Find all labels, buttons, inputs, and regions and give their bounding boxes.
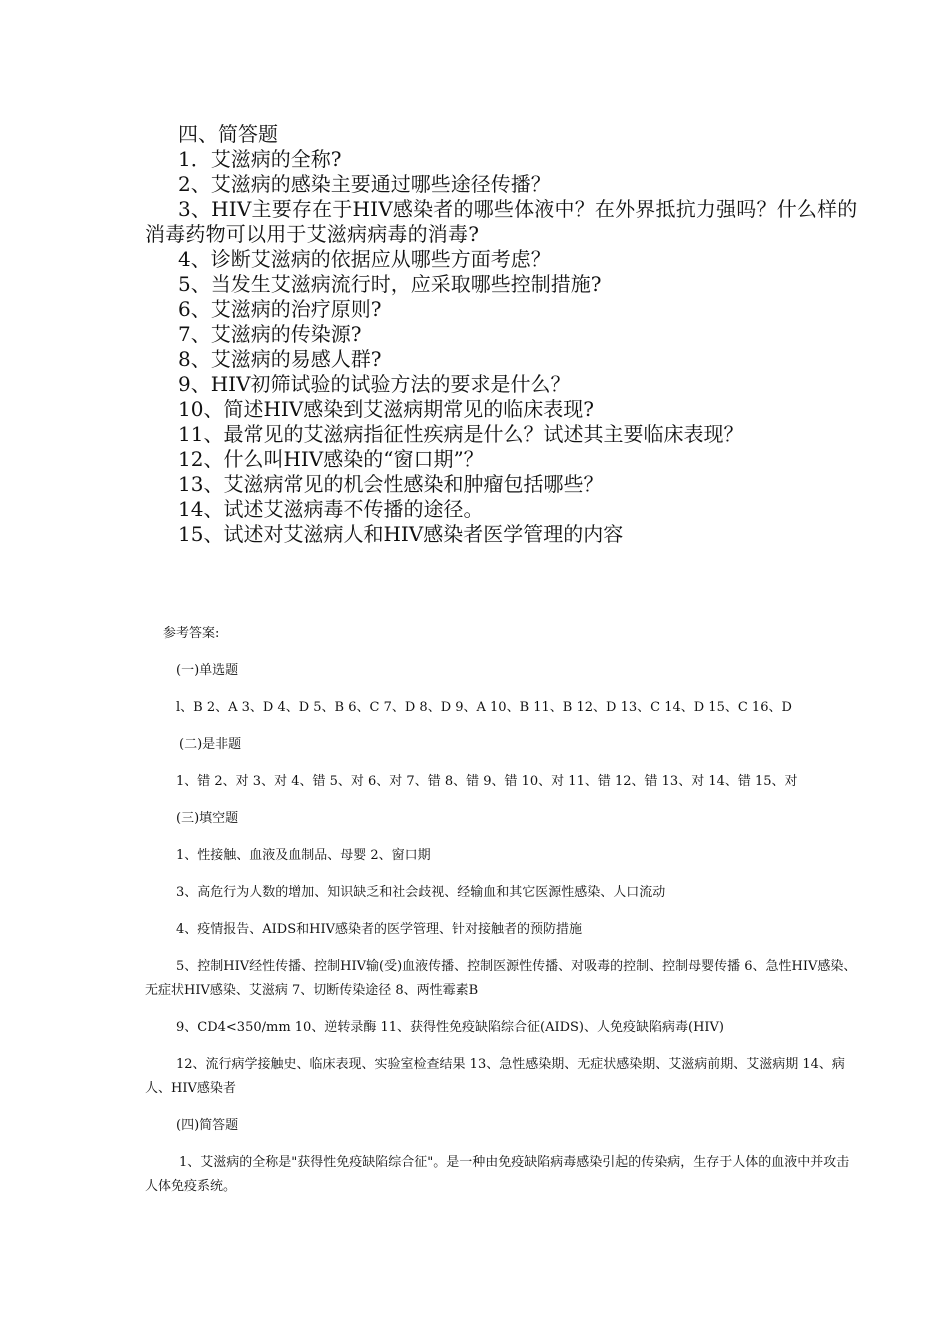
- fill-answer-5-8: 5、控制HIV经性传播、控制HIV输(受)血液传播、控制医源性传播、对吸毒的控制、控制母婴传播 6、急性HIV感染、无症状HIV感染、艾滋病 7、切断传染途径 8、两性霉素B: [145, 959, 857, 998]
- question-11: 11、最常见的艾滋病指征性疾病是什么？试述其主要临床表现？: [178, 422, 744, 446]
- question-13: 13、艾滋病常见的机会性感染和肿瘤包括哪些？: [178, 472, 604, 496]
- questions-heading: 四、简答题: [178, 122, 278, 146]
- reference-answers: [145, 622, 861, 1212]
- question-3: 3、HIV主要存在于HIV感染者的哪些体液中？在外界抵抗力强吗？什么样的消毒药物可以用于艾滋病病毒的消毒?: [145, 197, 858, 246]
- question-9: 9、HIV初筛试验的试验方法的要求是什么？: [178, 372, 571, 396]
- question-2: 2、艾滋病的感染主要通过哪些途径传播？: [178, 172, 551, 196]
- short-answer-heading: (四)简答题: [176, 1118, 239, 1133]
- fill-answer-4: 4、疫情报告、AIDS和HIV感染者的医学管理、针对接触者的预防措施: [176, 922, 582, 937]
- true-false-heading: (二)是非题: [179, 737, 242, 752]
- question-7: 7、艾滋病的传染源?: [178, 322, 362, 346]
- answers-title: 参考答案:: [163, 626, 220, 641]
- question-1: 1．艾滋病的全称?: [178, 147, 342, 171]
- fill-answer-3: 3、高危行为人数的增加、知识缺乏和社会歧视、经输血和其它医源性感染、人口流动: [176, 885, 666, 900]
- question-15: 15、试述对艾滋病人和HIV感染者医学管理的内容: [178, 522, 624, 546]
- question-12: 12、什么叫HIV感染的“窗口期”？: [178, 447, 484, 471]
- short-answer-1: 1、艾滋病的全称是"获得性免疫缺陷综合征"。是一种由免疫缺陷病毒感染引起的传染病，生存于人体的血液中并攻击人体免疫系统。: [145, 1155, 850, 1194]
- question-10: 10、简述HIV感染到艾滋病期常见的临床表现?: [178, 397, 594, 421]
- question-4: 4、诊断艾滋病的依据应从哪些方面考虑？: [178, 247, 551, 271]
- fill-answer-1-2: 1、性接触、血液及血制品、母婴 2、窗口期: [176, 848, 431, 863]
- question-5: 5、当发生艾滋病流行时，应采取哪些控制措施?: [178, 272, 602, 296]
- question-14: 14、试述艾滋病毒不传播的途径。: [178, 497, 484, 521]
- single-choice-heading: (一)单选题: [176, 663, 239, 678]
- single-choice-answers: l、B 2、A 3、D 4、D 5、B 6、C 7、D 8、D 9、A 10、B 11、B 12、D 13、C 14、D 15、C 16、D: [176, 700, 792, 715]
- fill-answer-12-14: 12、流行病学接触史、临床表现、实验室检查结果 13、急性感染期、无症状感染期、艾滋病前期、艾滋病期 14、病人、HIV感染者: [145, 1057, 845, 1096]
- true-false-answers: 1、错 2、对 3、对 4、错 5、对 6、对 7、错 8、错 9、错 10、对 11、错 12、错 13、对 14、错 15、对: [176, 774, 798, 789]
- short-answer-questions: [145, 122, 861, 547]
- fill-answer-9-11: 9、CD4<350/mm 10、逆转录酶 11、获得性免疫缺陷综合征(AIDS)、人免疫缺陷病毒(HIV): [176, 1020, 724, 1035]
- question-8: 8、艾滋病的易感人群?: [178, 347, 382, 371]
- fill-blank-heading: (三)填空题: [176, 811, 239, 826]
- question-6: 6、艾滋病的治疗原则?: [178, 297, 382, 321]
